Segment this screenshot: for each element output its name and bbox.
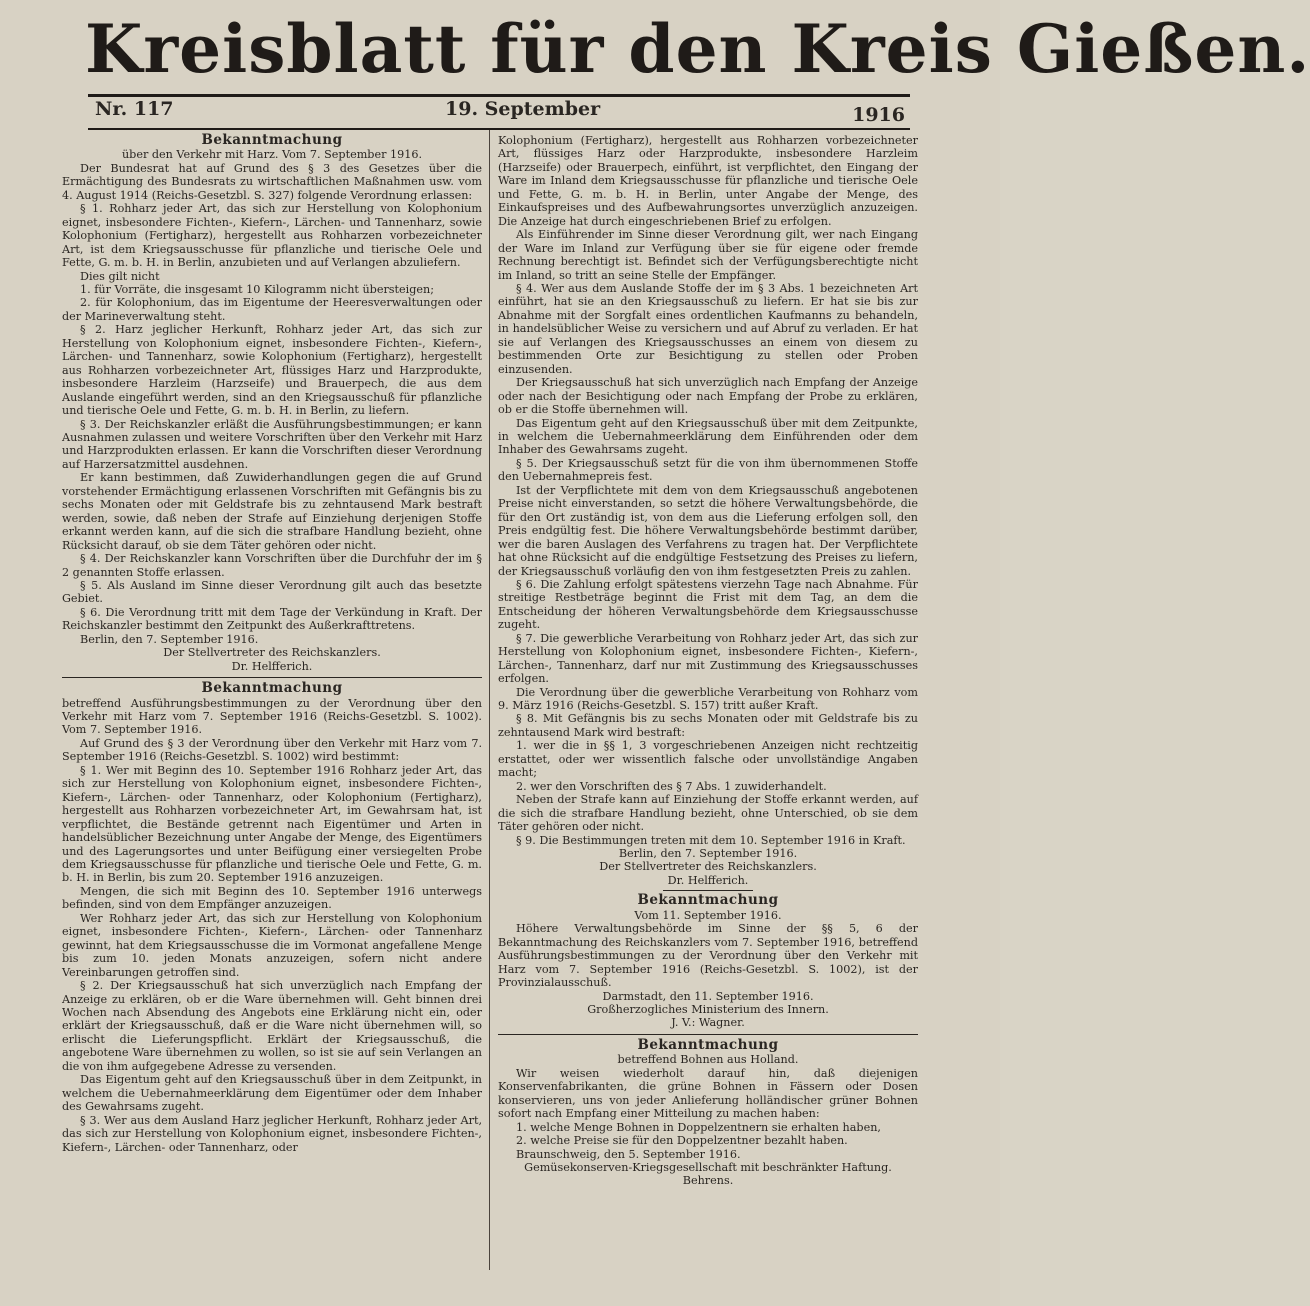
- paragraph: Dies gilt nicht: [80, 269, 160, 283]
- article-separator: [663, 890, 753, 891]
- paragraph: § 7. Die gewerbliche Verarbeitung von Rohharz jeder Art, das sich zur Herstellung von Kolophonium eignet, insbesondere Fichten-, Kiefern-, Lärchen-, Tannenharz, darf nur mit Zustimmung des Kriegsausschusses erfolgen.: [498, 631, 918, 686]
- paragraph: § 9. Die Bestimmungen treten mit dem 10. September 1916 in Kraft.: [516, 833, 906, 847]
- issue-date: 19. September: [445, 98, 601, 120]
- paragraph: § 2. Harz jeglicher Herkunft, Rohharz jeder Art, das sich zur Herstellung von Kolophonium eignet, insbesondere Fichten-, Kiefern-, Lärchen- und Tannenharz, sowie Kolophonium (Fertigharz), hergestellt aus Rohharzen vorbezeichneter Art, flüssiges Harz und Harzprodukte, insbesondere Harzleim (Harzseife) und Brauerpech, die aus dem Auslande eingeführt werden, sind an den Kriegsausschuß für pflanzliche und tierische Oele und Fette, G. m. b. H. in Berlin, zu liefern.: [62, 323, 482, 418]
- paragraph: § 6. Die Verordnung tritt mit dem Tage der Verkündung in Kraft. Der Reichskanzler bestimmt den Zeitpunkt des Außerkrafttretens.: [62, 605, 482, 633]
- paragraph: 2. für Kolophonium, das im Eigentume der Heeresverwaltungen oder der Marineverwaltung steht.: [62, 296, 482, 323]
- place-date: Berlin, den 7. September 1916.: [80, 632, 259, 646]
- signer-title: Der Stellvertreter des Reichskanzlers.: [599, 860, 817, 874]
- paragraph: Das Eigentum geht auf den Kriegsausschuß über in dem Zeitpunkt, in welchem die Uebernahmeerklärung dem Eigentümer oder dem Inhaber des Gewahrsams zugeht.: [62, 1073, 482, 1114]
- column-divider: [489, 130, 490, 1270]
- paragraph: 1. für Vorräte, die insgesamt 10 Kilogramm nicht übersteigen;: [80, 282, 434, 296]
- article-subtitle: Vom 11. September 1916.: [634, 908, 782, 922]
- paragraph: Der Kriegsausschuß hat sich unverzüglich nach Empfang der Anzeige oder nach der Besichtigung oder nach Empfang der Probe zu erklären, ob er die Stoffe übernehmen will.: [498, 376, 918, 417]
- paragraph: § 4. Wer aus dem Auslande Stoffe der im § 3 Abs. 1 bezeichneten Art einführt, hat sie an den Kriegsausschuß zu liefern. Er hat sie bis zur Abnahme mit der Sorgfalt eines ordentlichen Kaufmanns zu behandeln, in handelsüblicher Weise zu versichern und auf Abruf zu verladen. Er hat sie auf Verlangen des Kriegsausschusses an einem von diesem zu bestimmenden Orte zur Besichtigung zu stellen oder Proben einzusenden.: [498, 281, 918, 376]
- place-date: Braunschweig, den 5. September 1916.: [516, 1147, 741, 1161]
- paragraph: § 8. Mit Gefängnis bis zu sechs Monaten oder mit Geldstrafe bis zu zehntausend Mark wird bestraft:: [498, 712, 918, 739]
- masthead-rule-top: [88, 94, 910, 97]
- list-item: 1. welche Menge Bohnen in Doppelzentnern sie erhalten haben,: [516, 1120, 881, 1134]
- article-heading: Bekanntmachung: [637, 892, 779, 909]
- paragraph: Wer Rohharz jeder Art, das sich zur Herstellung von Kolophonium eignet, insbesondere Fichten-, Kiefern-, Lärchen- oder Tannenharz gewinnt, hat dem Kriegsausschusse die im Vormonat angefallene Menge bis zum 10. jeden Monats anzuzeigen, sofern nicht andere Vereinbarungen getroffen sind.: [62, 911, 482, 979]
- paragraph: Das Eigentum geht auf den Kriegsausschuß über mit dem Zeitpunkte, in welchem die Uebernahmeerklärung dem Einführenden oder dem Inhaber des Gewahrsams zugeht.: [498, 416, 918, 457]
- paragraph: Der Bundesrat hat auf Grund des § 3 des Gesetzes über die Ermächtigung des Bundesrats zu wirtschaftlichen Maßnahmen usw. vom 4. August 1914 (Reichs-Gesetzbl. S. 327) folgende Verordnung erlassen:: [62, 161, 482, 202]
- place-date: Darmstadt, den 11. September 1916.: [602, 989, 814, 1003]
- article-subtitle: über den Verkehr mit Harz. Vom 7. September 1916.: [121, 148, 423, 162]
- paragraph: 2. wer den Vorschriften des § 7 Abs. 1 zuwiderhandelt.: [516, 779, 827, 793]
- paragraph: § 3. Wer aus dem Ausland Harz jeglicher Herkunft, Rohharz jeder Art, das sich zur Herstellung von Kolophonium eignet, insbesondere Fichten-, Kiefern-, Lärchen- oder Tannenharz, oder: [62, 1113, 482, 1154]
- article-separator: [62, 677, 482, 678]
- masthead-title: Kreisblatt für den Kreis Gießen.: [85, 10, 1310, 88]
- paragraph: § 5. Der Kriegsausschuß setzt für die von ihm übernommenen Stoffe den Uebernahmepreis fest.: [498, 456, 918, 484]
- signer-title: Der Stellvertreter des Reichskanzlers.: [163, 646, 381, 660]
- article-subtitle: betreffend Bohnen aus Holland.: [617, 1053, 799, 1067]
- paragraph: Die Verordnung über die gewerbliche Verarbeitung von Rohharz vom 9. März 1916 (Reichs-Gesetzbl. S. 157) tritt außer Kraft.: [498, 685, 918, 713]
- paragraph: 1. wer die in §§ 1, 3 vorgeschriebenen Anzeigen nicht rechtzeitig erstattet, oder wer wissentlich falsche oder unvollständige Angaben macht;: [498, 739, 918, 780]
- signer-name: Dr. Helfferich.: [231, 659, 313, 673]
- paragraph: § 1. Wer mit Beginn des 10. September 1916 Rohharz jeder Art, das sich zur Herstellung von Kolophonium eignet, insbesondere Fichten-, Kiefern-, Lärchen- oder Tannenharz, oder Kolophonium (Fertigharz), hergestellt aus Rohharzen vorbezeichneter Art, im Gewahrsam hat, ist verpflichtet, die Bestände getrennt nach Eigentümer und Arten in handelsüblicher Bezeichnung unter Angabe der Menge, des Eigentümers und des Lagerungsortes und unter Beifügung einer versiegelten Probe dem Kriegsausschusse für pflanzliche und tierische Oele und Fette, G. m. b. H. in Berlin, bis zum 20. September 1916 anzuzeigen.: [62, 763, 482, 885]
- issue-number: Nr. 117: [95, 98, 174, 120]
- signer-name: J. V.: Wagner.: [671, 1016, 745, 1030]
- issue-line: [95, 98, 905, 128]
- article-heading: Bekanntmachung: [201, 132, 343, 148]
- paragraph: § 4. Der Reichskanzler kann Vorschriften über die Durchfuhr der im § 2 genannten Stoffe erlassen.: [62, 552, 482, 579]
- authority: Großherzogliches Ministerium des Innern.: [587, 1003, 829, 1016]
- left-column: [62, 134, 482, 1154]
- paragraph: Ist der Verpflichtete mit dem von dem Kriegsausschuß angebotenen Preise nicht einverstanden, so setzt die höhere Verwaltungsbehörde, die für den Ort zuständig ist, von dem aus die Lieferung erfolgen soll, den Preis endgültig fest. Die höhere Verwaltungsbehörde bestimmt darüber, wer die baren Auslagen des Verfahrens zu tragen hat. Der Verpflichtete hat ohne Rücksicht auf die endgültige Festsetzung des Preises zu liefern, der Kriegsausschuß vorläufig den von ihm festgesetzten Preis zu zahlen.: [498, 483, 918, 578]
- authority: Gemüsekonserven-Kriegsgesellschaft mit beschränkter Haftung.: [524, 1160, 892, 1174]
- paragraph: § 2. Der Kriegsausschuß hat sich unverzüglich nach Empfang der Anzeige zu erklären, ob er die Ware übernehmen will. Geht binnen drei Wochen nach Absendung des Angebots eine Erklärung nicht ein, oder erklärt der Kriegsausschuß, daß er die Ware nicht übernehmen will, so erlischt die Lieferungspflicht. Erklärt der Kriegsausschuß, die angebotene Ware übernehmen zu wollen, so ist sie auf sein Verlangen an die von ihm aufgegebene Adresse zu versenden.: [62, 979, 482, 1073]
- article-separator: [498, 1034, 918, 1035]
- paragraph: § 5. Als Ausland im Sinne dieser Verordnung gilt auch das besetzte Gebiet.: [62, 578, 482, 606]
- paragraph: Neben der Strafe kann auf Einziehung der Stoffe erkannt werden, auf die sich die strafbare Handlung bezieht, ohne Unterschied, ob sie dem Täter gehören oder nicht.: [498, 793, 918, 834]
- signer-name: Dr. Helfferich.: [667, 873, 749, 887]
- paragraph: Mengen, die sich mit Beginn des 10. September 1916 unterwegs befinden, sind von dem Empfänger anzuzeigen.: [62, 884, 482, 912]
- paragraph: § 1. Rohharz jeder Art, das sich zur Herstellung von Kolophonium eignet, insbesondere Fichten-, Kiefern-, Lärchen- und Tannenharz, sowie Kolophonium (Fertigharz), hergestellt aus Rohharzen vorbezeichneter Art, ist dem Kriegsausschusse für pflanzliche und tierische Oele und Fette, G. m. b. H. in Berlin, anzubieten und auf Verlangen abzuliefern.: [62, 202, 482, 270]
- issue-year: 1916: [852, 104, 905, 126]
- paragraph: Er kann bestimmen, daß Zuwiderhandlungen gegen die auf Grund vorstehender Ermächtigung erlassenen Vorschriften mit Gefängnis bis zu sechs Monaten oder mit Geldstrafe bis zu zehntausend Mark bestraft werden, sowie, daß neben der Strafe auf Einziehung derjenigen Stoffe erkannt werden kann, auf die sich die strafbare Handlung bezieht, ohne Rücksicht darauf, ob sie dem Täter gehören oder nicht.: [62, 471, 482, 552]
- article-subtitle: betreffend Ausführungsbestimmungen zu der Verordnung über den Verkehr mit Harz vom 7. September 1916 (Reichs-Gesetzbl. S. 1002). Vom 7. September 1916.: [62, 696, 482, 737]
- paragraph: Auf Grund des § 3 der Verordnung über den Verkehr mit Harz vom 7. September 1916 (Reichs-Gesetzbl. S. 1002) wird bestimmt:: [62, 736, 482, 764]
- signer-name: Behrens.: [682, 1174, 734, 1188]
- paragraph: Wir weisen wiederholt darauf hin, daß diejenigen Konservenfabrikanten, die grüne Bohnen in Fässern oder Dosen konservieren, uns von jeder Anlieferung holländischer grüner Bohnen sofort nach Empfang einer Mitteilung zu machen haben:: [498, 1066, 918, 1121]
- paragraph: Höhere Verwaltungsbehörde im Sinne der §§ 5, 6 der Bekanntmachung des Reichskanzlers vom 7. September 1916, betreffend Ausführungsbestimmungen zu der Verordnung über den Verkehr mit Harz vom 7. September 1916 (Reichs-Gesetzbl. S. 1002), ist der Provinzialausschuß.: [498, 922, 918, 990]
- right-column: [498, 134, 918, 1188]
- paragraph: Kolophonium (Fertigharz), hergestellt aus Rohharzen vorbezeichneter Art, flüssiges Harz oder Harzprodukte, insbesondere Harzleim (Harzseife) oder Brauerpech, einführt, ist verpflichtet, den Eingang der Ware im Inland dem Kriegsausschusse für pflanzliche und tierische Oele und Fette, G. m. b. H. in Berlin, unter Angabe der Menge, des Einkaufspreises und des Aufbewahrungsortes unverzüglich anzuzeigen. Die Anzeige hat durch eingeschriebenen Brief zu erfolgen.: [498, 134, 918, 228]
- masthead-rule-bottom: [88, 128, 910, 130]
- place-date: Berlin, den 7. September 1916.: [618, 847, 798, 861]
- paragraph: § 6. Die Zahlung erfolgt spätestens vierzehn Tage nach Abnahme. Für streitige Restbeträge beginnt die Frist mit dem Tag, an dem die Entscheidung der höheren Verwaltungsbehörde dem Kriegsausschusse zugeht.: [498, 577, 918, 632]
- paragraph: § 3. Der Reichskanzler erläßt die Ausführungsbestimmungen; er kann Ausnahmen zulassen und weitere Vorschriften über den Verkehr mit Harz und Harzprodukten erlassen. Er kann die Vorschriften dieser Verordnung auf Harzersatzmittel ausdehnen.: [62, 417, 483, 471]
- paragraph: Als Einführender im Sinne dieser Verordnung gilt, wer nach Eingang der Ware im Inland zur Verfügung über sie für eigene oder fremde Rechnung berechtigt ist. Befindet sich der Verfügungsberechtigte nicht im Inland, so tritt an seine Stelle der Empfänger.: [498, 228, 918, 282]
- article-heading: Bekanntmachung: [201, 680, 343, 697]
- list-item: 2. welche Preise sie für den Doppelzentner bezahlt haben.: [516, 1134, 848, 1148]
- article-heading: Bekanntmachung: [637, 1036, 779, 1053]
